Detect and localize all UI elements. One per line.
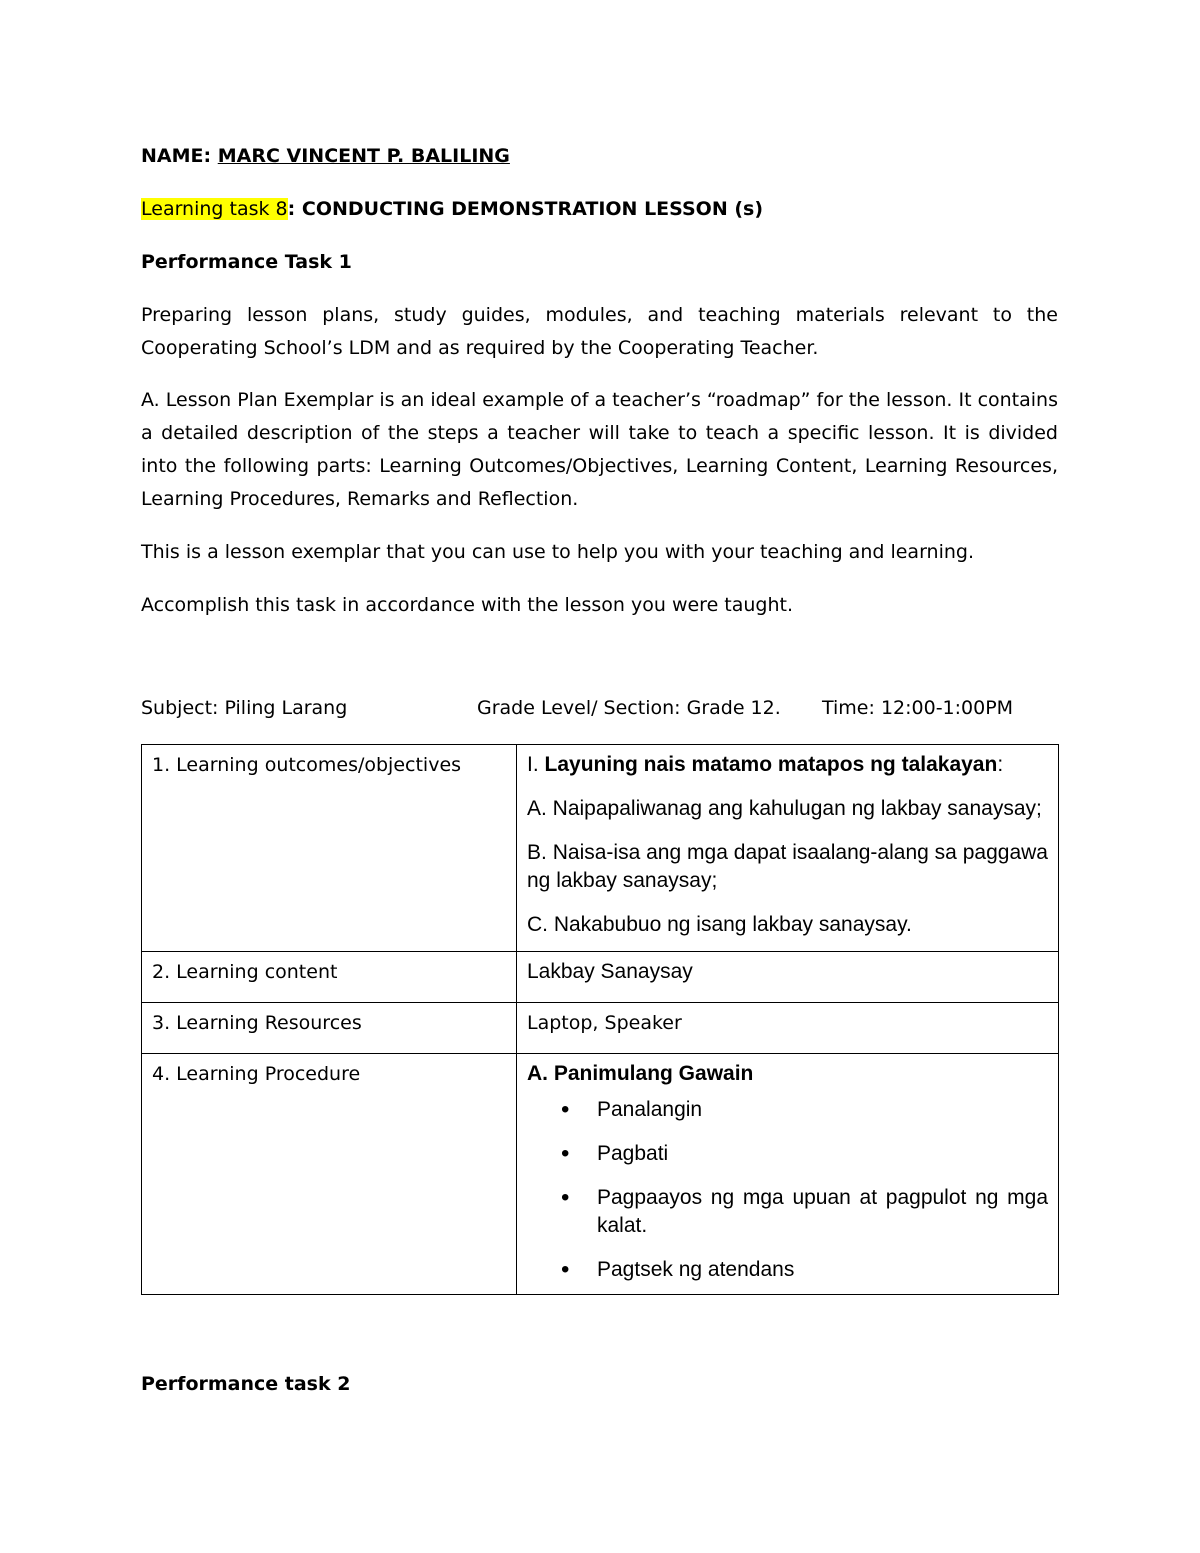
row-value-resources: Laptop, Speaker xyxy=(517,1003,1059,1054)
objectives-heading xyxy=(527,751,1048,779)
objective-item: B. Naisa-isa ang mga dapat isaalang-alang sa paggawa ng lakbay sanaysay; xyxy=(527,841,1048,892)
grade-level-label: Grade Level/ Section: Grade 12. xyxy=(477,697,781,719)
procedure-heading: A. Panimulang Gawain xyxy=(527,1062,754,1085)
lesson-plan-table xyxy=(141,744,1059,1295)
list-item: • Pagpaayos ng mga upuan at pagpulot ng mga kalat. xyxy=(527,1184,1048,1240)
row-label-procedure: 4. Learning Procedure xyxy=(142,1054,517,1295)
name-label: NAME: xyxy=(141,145,212,167)
name-value: MARC VINCENT P. BALILING xyxy=(217,145,510,167)
time-label: Time: 12:00-1:00PM xyxy=(822,697,1014,719)
performance-task-2-heading: Performance task 2 xyxy=(141,1373,351,1395)
subject-label: Subject: Piling Larang xyxy=(141,697,348,719)
list-item: • Pagtsek ng atendans xyxy=(527,1256,1048,1284)
row-label-objectives: 1. Learning outcomes/objectives xyxy=(142,745,517,952)
row-value-content: Lakbay Sanaysay xyxy=(517,952,1059,1003)
objectives-heading-text: Layuning nais matamo matapos ng talakayan xyxy=(544,753,998,776)
list-item: • Pagbati xyxy=(527,1140,1048,1168)
objectives-heading-suffix: : xyxy=(997,753,1004,776)
paragraph-lesson-plan-exemplar: A. Lesson Plan Exemplar is an ideal example of a teacher’s “roadmap” for the lesson. It contains a detailed description of the steps a teacher will take to teach a specific lesson. It is divided into the following parts: Learning Outcomes/Objectives, Learning Content, Learning Resources, Learning Procedures, Remarks and Reflection. xyxy=(141,389,1058,510)
procedure-list xyxy=(527,1096,1048,1284)
row-value-procedure xyxy=(517,1054,1059,1295)
learning-task-line xyxy=(141,193,1058,226)
paragraph-lesson-exemplar: This is a lesson exemplar that you can use to help you with your teaching and learning. xyxy=(141,541,975,563)
learning-task-label: Learning task 8 xyxy=(141,198,288,220)
paragraph-preparing: Preparing lesson plans, study guides, modules, and teaching materials relevant to the Cooperating School’s LDM and as required by the Cooperating Teacher. xyxy=(141,304,1058,359)
name-line xyxy=(141,140,1058,173)
list-item: • Panalangin xyxy=(527,1096,1048,1124)
performance-task-1-heading: Performance Task 1 xyxy=(141,251,352,273)
table-row-objectives xyxy=(142,745,1059,952)
table-row-content xyxy=(142,952,1059,1003)
row-label-resources: 3. Learning Resources xyxy=(142,1003,517,1054)
table-row-resources xyxy=(142,1003,1059,1054)
objective-item: C. Nakabubuo ng isang lakbay sanaysay. xyxy=(527,913,912,936)
objective-item: A. Naipapaliwanag ang kahulugan ng lakbay sanaysay; xyxy=(527,797,1042,820)
row-label-content: 2. Learning content xyxy=(142,952,517,1003)
paragraph-accomplish: Accomplish this task in accordance with the lesson you were taught. xyxy=(141,594,794,616)
objectives-heading-prefix: I. xyxy=(527,753,545,776)
table-row-procedure xyxy=(142,1054,1059,1295)
learning-task-title: : CONDUCTING DEMONSTRATION LESSON (s) xyxy=(287,198,764,220)
row-value-objectives xyxy=(517,745,1059,952)
